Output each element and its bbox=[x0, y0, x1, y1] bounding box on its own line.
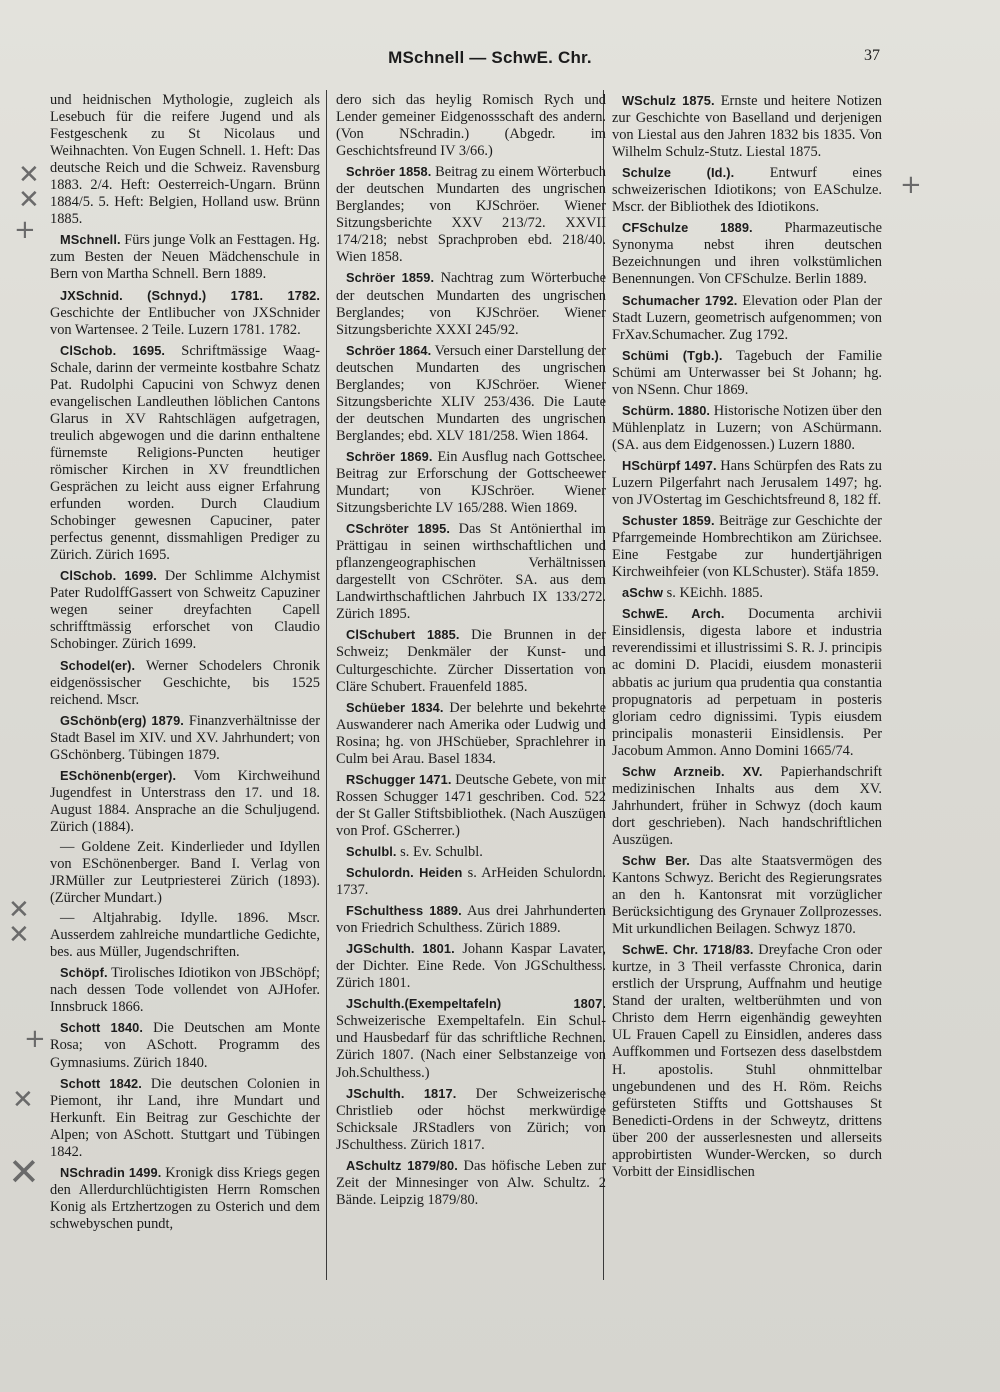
entry-siglum: GSchönb(erg) 1879. bbox=[60, 712, 184, 728]
entry-text: Finanzverhältnisse der Stadt Basel im XIV. und XV. Jahrhundert; von GSchönberg. Tübingen 1879. bbox=[50, 712, 320, 763]
bibliography-entry bbox=[336, 448, 606, 517]
entry-siglum: Schumacher 1792. bbox=[622, 292, 738, 308]
bibliography-entry bbox=[336, 843, 606, 861]
pencil-cross-mark-icon: ✕ bbox=[18, 160, 40, 190]
entry-text: Aus drei Jahrhunderten von Friedrich Schulthess. Zürich 1889. bbox=[336, 903, 607, 937]
bibliography-entry bbox=[336, 902, 606, 937]
running-title: MSchnell — SchwE. Chr. bbox=[388, 48, 592, 67]
entry-siglum: Schulze (Id.). bbox=[622, 165, 735, 181]
entry-siglum: ASchultz 1879/80. bbox=[346, 1157, 458, 1173]
entry-text: Documenta archivii Einsidlensis, digesta labore et industria reverendissimi et illustrissimi S. R. J. principis ac domini D. Placidi, eiusdem monasterii abbatis ac jurium qua prudentia qua constantia propugnatoris ad perpetuam in posteris gloriam cedro dignissimi. Typis eiusdem principalis monasterii Einsidlensis. Per Jacobum Ammon. Anno Domini 1665/74. bbox=[612, 606, 882, 759]
entry-siglum: Schröer 1869. bbox=[346, 448, 433, 464]
entry-text: Papierhandschrift medizinischen Inhalts aus dem XV. Jahrhundert, früher in Schwyz (doch kaum dort geschrieben). Nach handschriftlichen Auszügen. bbox=[612, 763, 882, 848]
entry-text: Pharmazeutische Synonyma nebst ihren deutschen Bezeichnungen und ihren volkstümlichen Benennungen. Von CFSchulze. Berlin 1889. bbox=[612, 220, 882, 288]
bibliography-entry bbox=[50, 287, 320, 339]
pencil-cross-mark-icon: ✕ bbox=[8, 920, 30, 950]
bibliography-entry bbox=[612, 457, 882, 509]
bibliography-entry bbox=[612, 402, 882, 454]
entry-continuation: dero sich das heylig Romisch Rych und Lender gemeiner Eidgenossschaft des andern. (Von NSchradin.) (Abgedr. im Geschichtsfreund IV 3/66.) bbox=[336, 92, 606, 160]
bibliography-entry bbox=[612, 605, 882, 759]
bibliography-entry bbox=[612, 92, 882, 161]
bibliography-entry bbox=[612, 347, 882, 399]
bibliography-entry bbox=[612, 763, 882, 849]
entry-siglum: Schw Ber. bbox=[622, 852, 690, 868]
entry-siglum: WSchulz 1875. bbox=[622, 93, 715, 108]
entry-text: Der Schweizerische Christlieb oder höchst merkwürdige Schicksale JRStadlers von Zürich; von JSchulthess. Zürich 1817. bbox=[336, 1085, 606, 1153]
running-header bbox=[40, 44, 940, 74]
bibliography-entry bbox=[336, 771, 606, 840]
bibliography-entry bbox=[50, 964, 320, 1016]
entry-siglum: Schüeber 1834. bbox=[346, 699, 444, 715]
entry-siglum: ClSchob. 1695. bbox=[60, 342, 166, 358]
entry-siglum: HSchürpf 1497. bbox=[622, 457, 717, 473]
bibliography-entry bbox=[336, 163, 606, 266]
column-rule bbox=[326, 90, 327, 1280]
entry-text: Die deutschen Colonien in Piemont, ihr Land, ihre Mundart und Herkunft. Ein Beitrag zur Geschichte der Alpen; von ASchott. Stuttgart und Tübingen 1842. bbox=[50, 1075, 320, 1160]
entry-siglum: Schott 1840. bbox=[60, 1020, 144, 1036]
bibliography-entry bbox=[336, 699, 606, 768]
entry-continuation: und heidnischen Mythologie, zugleich als Lesebuch für die reifere Jugend und als Festgeschenk zu St Nicolaus und Weihnachten. Von Eugen Schnell. 1. Heft: Das deutsche Reich und die Schweiz. Ravensburg 1883. 2/4. Heft: Oesterreich-Ungarn. Brünn 1884/5. 5. Heft: Belgien, Holland usw. Brünn 1885. bbox=[50, 92, 320, 228]
entry-text: Hans Schürpfen des Rats zu Luzern Pilgerfahrt nach Jerusalem 1497; hg. von JVOstertag im Geschichtsfreund 8, 182 ff. bbox=[612, 457, 882, 509]
bibliography-entry bbox=[612, 292, 882, 344]
entry-siglum: aSchw bbox=[622, 585, 664, 601]
entry-text: Geschichte der Entlibucher von JXSchnider von Wartensee. 2 Teile. Luzern 1781. 1782. bbox=[50, 304, 320, 338]
bibliography-entry bbox=[612, 941, 882, 1181]
bibliography-entry bbox=[50, 342, 320, 565]
entry-siglum: Schulbl. bbox=[346, 843, 397, 859]
entry-text: s. ArHeiden Schulordn. 1737. bbox=[336, 865, 606, 899]
page-number: 37 bbox=[864, 47, 880, 64]
bibliography-entry bbox=[50, 1019, 320, 1071]
bibliography-entry bbox=[336, 995, 606, 1081]
entry-text: Historische Notizen über den Mühlenplatz in Luzern; von ASchürmann. (SA. aus dem Eidgenossen.) Luzern 1880. bbox=[612, 402, 882, 453]
bibliography-entry bbox=[50, 1164, 320, 1233]
entry-text: Ernste und heitere Notizen zur Geschichte von Baselland und derjenigen von Liestal aus den Jahren 1832 bis 1835. Von Wilhelm Schulz-Stutz. Liestal 1875. bbox=[612, 93, 882, 161]
entry-text: Schriftmässige Waag-Schale, darinn der vermeinte kostbahre Schatz Pat. Rudolphi Capucini von Schwyz denen evangelischen Landleuthen löblichen Cantons Glarus in XV Rahtschlägen aufgetragen, treulich abgewogen und die darinn enthaltene fürnemste Religions-Puncten heutiger römischer Kirchen in XV freundtlichen Gesprächen zu leicht auss eigner Erfahrung erfunden worden. Durch Claudium Schobinger gewesnen Capuciner, pater perfectus genennt, dissmahligen Prediger zu Zürich. Zürich 1695. bbox=[50, 342, 321, 564]
column-1 bbox=[50, 92, 320, 1236]
entry-siglum: FSchulthess 1889. bbox=[346, 903, 462, 919]
bibliography-entry bbox=[336, 1085, 606, 1154]
entry-text: Das St Antönierthal im Prättigau in seinen wirthschaftlichen und pflanzengeographischen Verhältnissen dargestellt von CSchröter. SA. aus dem Landwirthschaftlichen Jahrbuch IX 133/272. Zürich 1895. bbox=[336, 521, 606, 623]
entry-text: Elevation oder Plan der Stadt Luzern, geometrisch aufgenommen; von FrXav.Schumacher. Zug 1792. bbox=[612, 292, 882, 343]
entry-text: Beitrag zu einem Wörterbuch der deutschen Mundarten des ungrischen Berglandes; von KJSchröer. Wiener Sitzungsberichte XXV 213/72. XXVII 174/218; nebst Sprachproben ebd. 218/40. Wien 1858. bbox=[336, 164, 606, 266]
entry-siglum: ClSchubert 1885. bbox=[346, 627, 460, 643]
bibliography-entry bbox=[336, 342, 606, 445]
entry-siglum: JSchulth. 1817. bbox=[346, 1085, 457, 1101]
entry-siglum: Schw Arzneib. XV. bbox=[622, 763, 763, 779]
bibliography-entry bbox=[50, 712, 320, 764]
entry-text: Das höfische Leben zur Zeit der Minnesinger von Alw. Schultz. 2 Bände. Leipzig 1879/80. bbox=[336, 1157, 607, 1208]
bibliography-entry bbox=[612, 164, 882, 216]
bibliography-entry bbox=[336, 940, 606, 992]
entry-text: Tirolisches Idiotikon von JBSchöpf; nach dessen Tode vollendet von AJHofer. Innsbruck 1866. bbox=[50, 965, 320, 1016]
entry-text: Nachtrag zum Wörterbuche der deutschen Mundarten des ungrischen Berglandes; von KJSchröer. Wiener Sitzungsberichte XXXI 245/92. bbox=[336, 270, 606, 338]
entry-text: s. KEichh. 1885. bbox=[663, 585, 763, 602]
pencil-cross-mark-icon: ✕ bbox=[18, 185, 40, 215]
entry-siglum: Schodel(er). bbox=[60, 657, 136, 673]
entry-siglum: SchwE. Arch. bbox=[622, 606, 725, 622]
entry-siglum: ESchönenb(erger). bbox=[60, 767, 177, 783]
bibliography-entry bbox=[612, 512, 882, 581]
entry-siglum: Schuster 1859. bbox=[622, 513, 715, 529]
entry-text: s. Ev. Schulbl. bbox=[396, 843, 483, 860]
entry-text: Fürs junge Volk an Festtagen. Hg. zum Besten der Neuen Mädchenschule in Bern von Martha Schnell. Bern 1889. bbox=[50, 232, 320, 283]
entry-siglum: Schröer 1859. bbox=[346, 270, 435, 286]
entry-text: Entwurf eines schweizerischen Idiotikons; von EASchulze. Mscr. der Bibliothek des Idiotikons. bbox=[612, 165, 883, 216]
bibliography-subentry: — Goldene Zeit. Kinderlieder und Idyllen von ESchönenberger. Band I. Verlag von JRMüller zur Leutpriesterei Zürich (1893). (Zürcher Mundart.) bbox=[50, 838, 320, 907]
entry-text: Der belehrte und bekehrte Auswanderer nach Amerika oder Ludwig und Rosina; hg. von JHSchüeber, Sprachlehrer in Culm bei Arau. Basel 1834. bbox=[336, 699, 607, 767]
bibliography-entry bbox=[50, 767, 320, 836]
entry-text: Ein Ausflug nach Gottschee. Beitrag zur Erforschung der Gottscheewer Mundart; von KJSchröer. Wiener Sitzungsberichte LV 165/288. Wien 1869. bbox=[336, 448, 606, 517]
column-2 bbox=[336, 92, 606, 1212]
bibliography-entry bbox=[50, 657, 320, 709]
bibliography-entry bbox=[336, 269, 606, 338]
entry-siglum: Schröer 1864. bbox=[346, 342, 432, 358]
entry-siglum: CSchröter 1895. bbox=[346, 521, 450, 537]
entry-text: Versuch einer Darstellung der deutschen Mundarten des ungrischen Berglandes; von KJSchröer. Wiener Sitzungsberichte XLIV 253/436. Die Laute der deutschen Mundarten des ungrischen Berglandes; ebd. XLV 181/258. Wien 1864. bbox=[336, 342, 607, 444]
pencil-cross-mark-icon: + bbox=[900, 170, 922, 200]
pencil-cross-mark-icon: + bbox=[14, 215, 36, 245]
entry-siglum: RSchugger 1471. bbox=[346, 771, 452, 787]
entry-text: Beiträge zur Geschichte der Pfarrgemeinde Hombrechtikon am Zürichsee. Eine Festgabe zur hundertjährigen Kirchweihfeier (von KLSchuster). Stäfa 1859. bbox=[612, 513, 882, 581]
pencil-cross-mark-icon: ✕ bbox=[8, 895, 30, 925]
entry-siglum: Schott 1842. bbox=[60, 1075, 142, 1091]
bibliography-entry bbox=[336, 864, 606, 899]
entry-siglum: JXSchnid. (Schnyd.) 1781. 1782. bbox=[60, 287, 320, 303]
bibliography-entry bbox=[50, 1075, 320, 1161]
entry-siglum: Schümi (Tgb.). bbox=[622, 347, 723, 363]
entry-text: Werner Schodelers Chronik eidgenössischer Geschichte, bis 1525 reichend. Mscr. bbox=[50, 657, 320, 708]
pencil-cross-mark-icon: + bbox=[24, 1024, 46, 1054]
bibliography-subentry: — Altjahrabig. Idylle. 1896. Mscr. Ausserdem zahlreiche mundartliche Gedichte, bes. aus Müller, Jugendschriften. bbox=[50, 910, 320, 961]
entry-text: Das alte Staatsvermögen des Kantons Schwyz. Bericht des Regierungsrates an den h. Kantonsrat mit vorzüglicher Berücksichtigung des Grynauer Zollprozesses. Mit urkundlichen Beilagen. Schwyz 1870. bbox=[612, 852, 883, 938]
column-3 bbox=[612, 92, 882, 1184]
entry-siglum: JSchulth.(Exempeltafeln) 1807. bbox=[346, 996, 606, 1012]
bibliography-entry bbox=[336, 1157, 606, 1209]
bibliography-entry bbox=[50, 231, 320, 283]
entry-text: Die Brunnen in der Schweiz; Denkmäler der Kunst- und Culturgeschichte. Zürcher Dissertation von Cläre Schubert. Frauenfeld 1885. bbox=[336, 627, 607, 695]
entry-siglum: Schulordn. Heiden bbox=[346, 865, 463, 881]
entry-siglum: JGSchulth. 1801. bbox=[346, 941, 455, 957]
bibliography-entry bbox=[50, 567, 320, 653]
entry-text: Johann Kaspar Lavater, der Dichter. Eine Rede. Von JGSchulthess. Zürich 1801. bbox=[336, 941, 606, 992]
bibliography-entry bbox=[612, 584, 882, 602]
entry-siglum: Schöpf. bbox=[60, 965, 108, 981]
entry-siglum: MSchnell. bbox=[60, 232, 121, 248]
entry-siglum: ClSchob. 1699. bbox=[60, 568, 157, 584]
entry-text: Deutsche Gebete, von mir Rossen Schugger 1471 geschriben. Cod. 522 der St Galler Stiftsbibliothek. (Nach Auszügen von Prof. GScherrer.) bbox=[336, 771, 606, 839]
bibliography-entry bbox=[336, 626, 606, 695]
entry-text: Die Deutschen am Monte Rosa; von ASchott. Programm des Gymnasiums. Zürich 1840. bbox=[50, 1020, 320, 1071]
entry-siglum: NSchradin 1499. bbox=[60, 1164, 162, 1180]
entry-siglum: SchwE. Chr. 1718/83. bbox=[622, 942, 754, 958]
entry-text: Kronigk diss Kriegs gegen den Allerdurchlüchtigisten Herrn Romschen Konig als Ertzhertzogen zu Osterich und dem schwebyschen pundt, bbox=[50, 1164, 320, 1232]
entry-text: Dreyfache Cron oder kurtze, in 3 Theil verfasste Chronica, darin erstlich der Ursprung, Auffnahm und heutige Stand der uralten, weltberühmten und von Christo dem Herrn eigenhändig geweyhten UL Frauen Capell zu Einsidlen, anderes dass Auffkommen und Fortsezen dess daselbstdem H. apostolis. Stuhl ohnmittelbar ungebundenen und des H. Röm. Reichs gefürsteten Stiffts und Gottshauses St Benedicti-Ordens in der Schweytz, drittens über 200 der ausserlesnesten und allerseits approbirtisten Wunder-Wercken, so durch Vorbitt der Einsidlischen bbox=[612, 942, 883, 1180]
entry-text: Schweizerische Exempeltafeln. Ein Schul- und Hausbedarf für das schriftliche Rechnen. Zürich 1807. (Nach einer Selbstanzeige von Joh.Schulthess.) bbox=[336, 1013, 606, 1081]
pencil-cross-mark-icon: ✕ bbox=[12, 1085, 34, 1115]
entry-text: Tagebuch der Familie Schümi am Unterwasser bei St Johann; hg. von NSenn. Chur 1869. bbox=[612, 347, 882, 398]
entry-siglum: CFSchulze 1889. bbox=[622, 220, 753, 236]
bibliography-entry bbox=[612, 852, 882, 938]
pencil-cross-mark-icon: ✕ bbox=[8, 1150, 40, 1194]
entry-siglum: Schürm. 1880. bbox=[622, 402, 711, 418]
entry-text: Vom Kirchweihund Jugendfest in Unterstrass den 17. und 18. August 1884. Ansprache an die Schuljugend. Zürich (1884). bbox=[50, 767, 320, 835]
bibliography-entry bbox=[336, 520, 606, 623]
entry-siglum: Schröer 1858. bbox=[346, 164, 432, 180]
entry-text: Der Schlimme Alchymist Pater RudolffGassert von Schweitz Capuziner wegen seiner dreyfachten Capell schrifftmässig erforschet von Claudio Schobinger. Zürich 1699. bbox=[50, 568, 320, 653]
bibliography-entry bbox=[612, 219, 882, 288]
